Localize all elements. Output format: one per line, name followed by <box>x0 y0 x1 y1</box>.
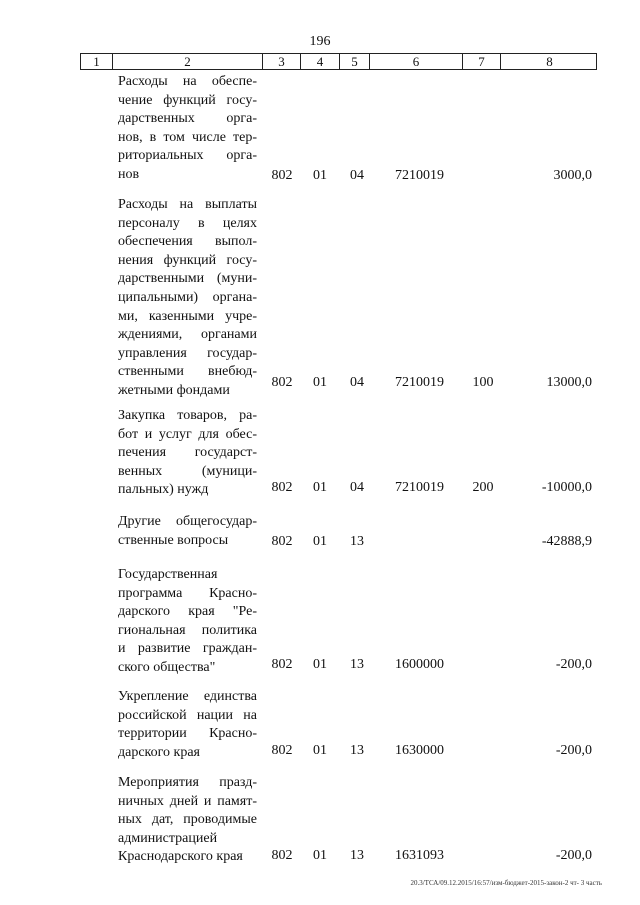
section-code: 01 <box>313 743 327 758</box>
amount: 13000,0 <box>546 375 592 390</box>
row-description-line: дарского края <box>118 744 200 760</box>
header-col-4: 4 <box>301 54 340 69</box>
row-description-line: ственными внебюд- <box>118 364 257 380</box>
target-article-code: 7210019 <box>395 168 444 183</box>
section-code: 01 <box>313 480 327 495</box>
subsection-code: 13 <box>350 657 364 672</box>
target-article-code: 7210019 <box>395 480 444 495</box>
amount: 3000,0 <box>553 168 592 183</box>
table-row <box>80 407 597 497</box>
header-col-5: 5 <box>340 54 370 69</box>
header-col-6: 6 <box>370 54 463 69</box>
row-description-line: пальных) нужд <box>118 482 209 498</box>
row-description-line: Закупка товаров, ра- <box>118 408 257 423</box>
row-description-line: дарского края "Ре- <box>118 604 257 620</box>
ministry-code: 802 <box>271 375 293 390</box>
row-description-line: дарственными (муни- <box>118 271 257 287</box>
section-code: 01 <box>313 534 327 549</box>
row-description <box>118 513 257 550</box>
row-description-line: Краснодарского края <box>118 849 243 865</box>
row-description-line: обеспечения выпол- <box>118 234 257 250</box>
row-description-line: Укрепление единства <box>118 689 257 704</box>
row-description <box>118 407 257 500</box>
row-description-line: гиональная политика <box>118 622 257 638</box>
table-row <box>80 196 597 398</box>
section-code: 01 <box>313 848 327 863</box>
row-description-line: администрацией <box>118 830 218 846</box>
subsection-code: 04 <box>350 375 364 390</box>
row-description-line: управления государ- <box>118 345 257 361</box>
row-description <box>118 73 257 185</box>
row-description-line: бот и услуг для обес- <box>118 426 257 442</box>
target-article-code: 1631093 <box>395 848 444 863</box>
header-col-2: 2 <box>113 54 263 69</box>
row-description-line: жетными фондами <box>118 382 230 398</box>
row-description <box>118 774 257 867</box>
ministry-code: 802 <box>271 480 293 495</box>
amount: -200,0 <box>555 848 592 863</box>
table-row <box>80 513 597 551</box>
row-description <box>118 566 257 678</box>
row-description-line: нов, в том числе тер- <box>118 129 257 145</box>
table-row <box>80 73 597 185</box>
row-description-line: Государственная <box>118 567 218 582</box>
row-description-line: Другие общегосудар- <box>118 514 257 529</box>
subsection-code: 13 <box>350 534 364 549</box>
page-number: 196 <box>309 34 331 49</box>
row-description-line: риториальных орга- <box>118 148 257 164</box>
row-description-line: ничных дней и памят- <box>118 793 257 809</box>
amount: -42888,9 <box>541 534 592 549</box>
expense-type-code: 100 <box>472 375 494 390</box>
row-description-line: Расходы на обеспе- <box>118 74 257 89</box>
section-code: 01 <box>313 657 327 672</box>
row-description-line: территории Красно- <box>118 726 257 742</box>
row-description-line: ных дат, проводимые <box>118 812 257 828</box>
table-row <box>80 774 597 865</box>
row-description <box>118 688 257 762</box>
row-description-line: ми, казенными учре- <box>118 308 257 324</box>
expense-type-code: 200 <box>472 480 494 495</box>
row-description-line: ципальными) органа- <box>118 289 257 305</box>
subsection-code: 13 <box>350 848 364 863</box>
row-description-line: Расходы на выплаты <box>118 197 257 212</box>
row-description-line: ского общества" <box>118 659 216 675</box>
section-code: 01 <box>313 168 327 183</box>
row-description-line: чение функций госу- <box>118 92 257 108</box>
row-description-line: нов <box>118 166 140 182</box>
ministry-code: 802 <box>271 743 293 758</box>
table-row <box>80 688 597 760</box>
header-col-3: 3 <box>263 54 301 69</box>
row-description-line: и развитие граждан- <box>118 641 257 657</box>
table-header <box>80 53 597 70</box>
subsection-code: 13 <box>350 743 364 758</box>
row-description-line: российской нации на <box>118 707 257 723</box>
row-description-line: Мероприятия празд- <box>118 775 257 790</box>
row-description-line: программа Красно- <box>118 585 257 601</box>
amount: -200,0 <box>555 743 592 758</box>
ministry-code: 802 <box>271 168 293 183</box>
section-code: 01 <box>313 375 327 390</box>
ministry-code: 802 <box>271 848 293 863</box>
subsection-code: 04 <box>350 480 364 495</box>
row-description-line: венных (муници- <box>118 463 257 479</box>
header-col-1: 1 <box>81 54 113 69</box>
row-description-line: ственные вопросы <box>118 532 229 548</box>
subsection-code: 04 <box>350 168 364 183</box>
row-description <box>118 196 257 401</box>
document-reference: 20.3/ТСА/09.12.2015/16:57/изм-бюджет-2015-закон-2 чт- 3 часть <box>410 879 602 887</box>
row-description-line: дарственных орга- <box>118 111 257 127</box>
row-description-line: ждениями, органами <box>118 327 257 343</box>
amount: -200,0 <box>555 657 592 672</box>
row-description-line: печения государст- <box>118 445 257 461</box>
amount: -10000,0 <box>541 480 592 495</box>
ministry-code: 802 <box>271 534 293 549</box>
header-col-8: 8 <box>546 54 553 69</box>
target-article-code: 7210019 <box>395 375 444 390</box>
row-description-line: нения функций госу- <box>118 252 257 268</box>
target-article-code: 1630000 <box>395 743 444 758</box>
ministry-code: 802 <box>271 657 293 672</box>
header-col-7: 7 <box>463 54 501 69</box>
table-row <box>80 566 597 674</box>
row-description-line: персоналу в целях <box>118 215 257 231</box>
target-article-code: 1600000 <box>395 657 444 672</box>
